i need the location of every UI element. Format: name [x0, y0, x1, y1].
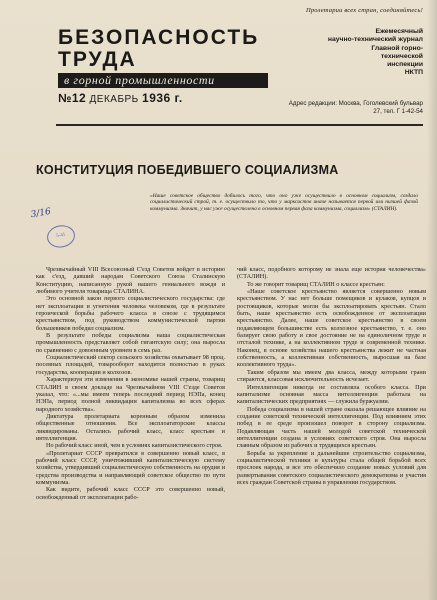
- publisher-line: инспекции: [387, 61, 423, 69]
- paragraph: Борьба за укрепление и дальнейшие строительство социализма, социалистической техники и культуры стала общей борьбой всех прослоек народа, и все это обеспечило создание новых условий для развертывания советского социалистического демократизма и участия всех граждан Советской страны в управлении государством.: [237, 449, 426, 486]
- publisher-line: НКТП: [404, 69, 423, 77]
- paragraph: Диктатура пролетариата коренным образом изменила общественные отношения. Все эксплоататорские классы ликвидированы. Остались рабочий класс, класс крестьян и интеллигенция.: [36, 412, 225, 442]
- issue-year: 1936 г.: [142, 91, 183, 105]
- publisher-line: научно-технический журнал: [327, 36, 423, 44]
- paragraph: Как видите, рабочий класс СССР это совершенно новый, освобожденный от эксплоатации рабо-: [36, 486, 225, 501]
- article-epigraph: «Наше советское общество добилось того, что оно уже осуществило в основном социализм, создало социалистический строй, т. е. осуществило то, что у марксистов иначе называется первой или низшей фазой коммунизма. Значит, у нас уже осуществлена в основном первая фаза коммунизма, социализм» (СТАЛИН).: [150, 193, 418, 212]
- masthead-title-line2: ТРУДА: [58, 48, 137, 71]
- paragraph: Характеризуя эти изменения в экономике нашей страны, товарищ СТАЛИН в своем докладе на Чрезвычайном VIII С'езде Советов указал, что: «...мы имеем теперь последний период НЭПа, конец НЭПа, период полной ликвидации капитализма во всех сферах народного хозяйства».: [36, 376, 225, 413]
- article-column-right: [237, 266, 426, 598]
- paragraph: Но рабочий класс иной, чем в условиях капиталистического строя.: [46, 442, 223, 450]
- publisher-line: Ежемесячный: [375, 28, 423, 35]
- issue-number: №12: [58, 91, 87, 105]
- paragraph: чий класс, подобного которому не знала еще история человечества» (СТАЛИН).: [237, 266, 426, 281]
- article-body: [36, 266, 426, 598]
- masthead: [58, 27, 268, 105]
- paragraph: Победа социализма в нашей стране оказала решающее влияние на создание советской технической интеллигенции. Под влиянием этих побед в ее среде произошел поворот в сторону социализма. Подавляющая часть нашей молодой советской технической интеллигенции создана в условиях советского строя. Она выросла главным образом из рабочих и трудящихся крестьян.: [237, 405, 426, 450]
- stamp-oval: 5-41: [45, 223, 76, 250]
- paragraph: Таким образом мы имеем два класса, между которыми грани стираются, классовая исключительность исчезает.: [237, 368, 426, 384]
- issue-line: [58, 91, 268, 105]
- motto: Пролетарии всех стран, соединяйтесь!: [305, 7, 423, 14]
- publisher-info: [305, 28, 423, 78]
- publisher-line: Главной горно-: [371, 44, 423, 52]
- publisher-line: технической: [380, 52, 423, 60]
- article-column-left: [36, 266, 225, 598]
- paragraph: Социалистический сектор сельского хозяйства охватывает 98 проц. посевных площадей, товарооборот находится полностью в руках государства, кооперации и колхозов.: [36, 354, 225, 376]
- handwritten-mark: 3/16: [30, 206, 52, 221]
- paragraph: То же говорит товарищ СТАЛИН о классе крестьян:: [247, 280, 385, 288]
- paragraph: Интеллигенция никогда не составляла особого класса. При капитализме основная масса интеллигенции работала на капиталистических предприятиях — служила буржуазии.: [237, 383, 426, 406]
- header-divider: [56, 124, 423, 126]
- paragraph: Это основной закон первого социалистического государства: где нет эксплоатации и угнетения человека человеком, где в результате героической борьбы рабочего класса в союзе с трудящимся крестьянством, под руководством коммунистической партии большевиков победил социализм.: [36, 295, 225, 332]
- article-headline: КОНСТИТУЦИЯ ПОБЕДИВШЕГО СОЦИАЛИЗМА: [36, 163, 339, 177]
- paragraph: Чрезвычайный VIII Всесоюзный С'езд Советов войдет в историю как с'езд, давший народам Советского Союза Сталинскую Конституцию, написанную рукой нашего гениального вождя и любимого учителя товарища СТАЛИНА.: [36, 266, 225, 296]
- editorial-address: Адрес редакции: Москва, Гоголевский бульвар 27, тел. Г 1-42-54: [288, 100, 423, 115]
- paragraph: «Наше советское крестьянство является совершенно новым крестьянством. У нас нет больше помещиков и кулаков, купцов и ростовщиков, которые могли бы эксплоатировать крестьян. Стало быть, наше крестьянство есть освобожденное от эксплоатации крестьянство. Далее, наше советское крестьянство в своем подавляющем большинстве есть колхозное крестьянство, т. е. оно базирует свою работу и свое достояние не на единоличном труде и отсталой технике, а на коллективном труде и современной технике. Наконец, в основе хозяйства нашего крестьянства лежит не частная собственность, а коллективная собственность, выросшая на базе коллективного труда».: [237, 288, 426, 369]
- paragraph: В результате победы социализма наша социалистическая промышленность представляет собой гигантскую силу; она выросла по сравнению с довоенным уровнем в семь раз.: [36, 332, 225, 354]
- page-edge-shadow: [427, 0, 437, 600]
- paragraph: «Пролетариат СССР превратился в совершенно новый класс, в рабочий класс СССР, уничтоживший капиталистическую систему хозяйства, утвердивший социалистическую собственность на орудия и средства производства и направляющий советское общество по пути коммунизма.: [36, 449, 225, 486]
- issue-month: ДЕКАБРЬ: [89, 94, 139, 105]
- masthead-subtitle-band: в горной промышленности: [58, 73, 268, 88]
- masthead-title-line1: БЕЗОПАСНОСТЬ: [58, 26, 260, 49]
